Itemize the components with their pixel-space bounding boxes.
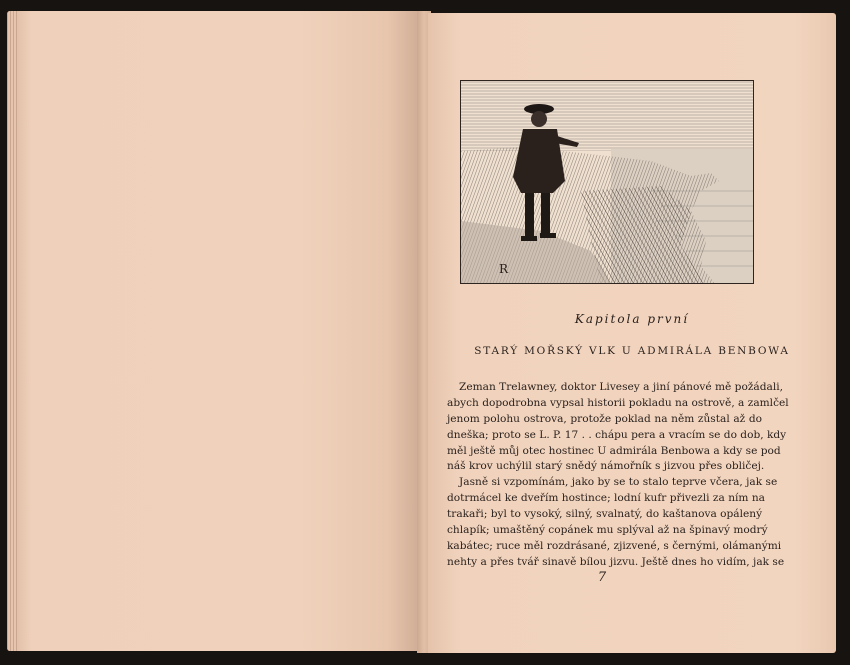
text-line: abych dopodrobna vypsal historii pokladu na ostrově, a zamlčel <box>447 396 789 409</box>
text-line: náš krov uchýlil starý snědý námořník s jizvou přes obličej. <box>447 460 765 473</box>
chapter-illustration <box>460 80 754 284</box>
illustrator-signature: R <box>499 262 509 276</box>
text-line: dneška; proto se L. P. 17 . . chápu pera a vracím se do dob, kdy <box>447 428 787 441</box>
text-line: kabátec; ruce měl rozdrásané, zjizvené, s černými, olámanými <box>447 539 782 552</box>
chapter-label: Kapitola první <box>574 312 690 326</box>
text-line: trakaři; byl to vysoký, silný, svalnatý, do kaštanova opálený <box>447 508 763 521</box>
text-line: chlapík; umaštěný copánek mu splýval až na špinavý modrý <box>447 524 768 537</box>
text-line: měl ještě můj otec hostinec U admirála Benbowa a kdy se pod <box>447 444 781 457</box>
page-number: 7 <box>597 570 607 585</box>
text-line: Jasně si vzpomínám, jako by se to stalo teprve včera, jak se <box>459 476 778 489</box>
chapter-title: STARÝ MOŘSKÝ VLK U ADMIRÁLA BENBOWA <box>474 345 790 357</box>
page-edges <box>7 11 17 651</box>
text-line: Zeman Trelawney, doktor Livesey a jiní pánové mě požádali, <box>459 381 783 393</box>
left-page <box>7 11 420 651</box>
text-line: nehty a přes tvář sinavě bílou jizvu. Ještě dnes ho vidím, jak se <box>447 555 785 568</box>
sky <box>461 81 754 151</box>
chapter-text <box>447 380 789 571</box>
text-line: jenom polohu ostrova, protože poklad na něm zůstal až do <box>447 412 762 425</box>
text-line: dotrmácel ke dveřím hostince; lodní kufr přivezli za ním na <box>447 492 765 505</box>
